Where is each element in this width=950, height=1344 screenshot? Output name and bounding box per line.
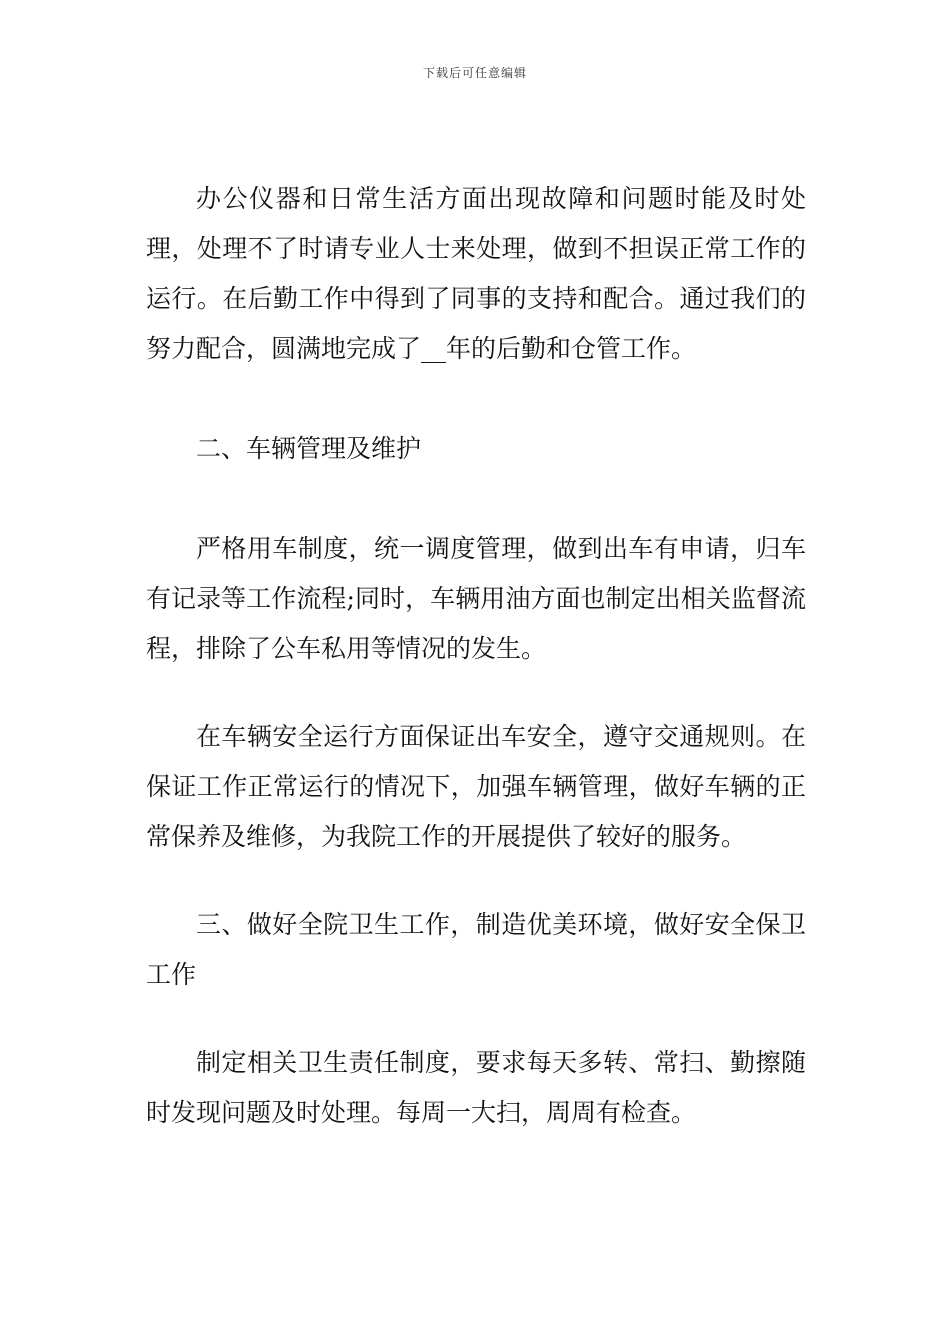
paragraph-sanitation-rules: 制定相关卫生责任制度，要求每天多转、常扫、勤擦随时发现问题及时处理。每周一大扫，周周有检查。	[146, 1048, 806, 1127]
paragraph-vehicle-safety: 在车辆安全运行方面保证出车安全，遵守交通规则。在保证工作正常运行的情况下，加强车辆管理，做好车辆的正常保养及维修，为我院工作的开展提供了较好的服务。	[146, 722, 806, 851]
paragraph-gap	[146, 474, 806, 524]
header-note: 下载后可任意编辑	[422, 66, 527, 80]
paragraph-gap	[146, 862, 806, 900]
section-heading-sanitation-security: 三、做好全院卫生工作，制造优美环境，做好安全保卫工作	[146, 910, 806, 989]
section-heading-vehicle-management: 二、车辆管理及维护	[196, 434, 422, 463]
paragraph-gap	[146, 1000, 806, 1038]
paragraph-vehicle-rules: 严格用车制度，统一调度管理，做到出车有申请，归车有记录等工作流程;同时，车辆用油方面也制定出相关监督流程，排除了公车私用等情况的发生。	[146, 534, 806, 663]
paragraph-logistics-summary: 办公仪器和日常生活方面出现故障和问题时能及时处理，处理不了时请专业人士来处理，做到不担误正常工作的运行。在后勤工作中得到了同事的支持和配合。通过我们的努力配合，圆满地完成了__年的后勤和仓管工作。	[146, 184, 806, 363]
paragraph-gap	[146, 674, 806, 712]
document-body	[146, 174, 806, 1138]
paragraph-gap	[146, 374, 806, 424]
